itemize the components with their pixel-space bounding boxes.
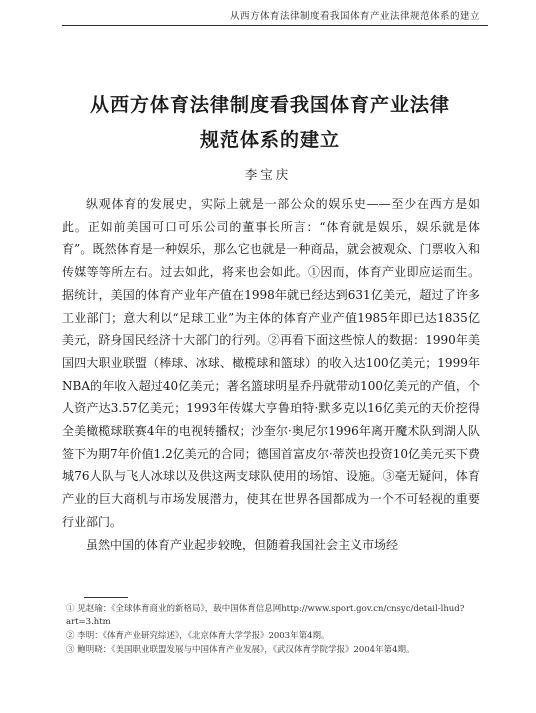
footnote-3: ③ 鲍明晓：《美国职业联盟发展与中国体育产业发展》，《武汉体育学院学报》2004年第4期。 — [66, 645, 415, 655]
title-line-1: 从西方体育法律制度看我国体育产业法律 — [89, 94, 450, 116]
paragraph: 虽然中国的体育产业起步较晚，但随着我国社会主义市场经 — [86, 537, 399, 552]
footnotes — [66, 603, 478, 658]
article-title — [60, 88, 480, 158]
title-line-2: 规范体系的建立 — [199, 129, 340, 151]
article-body — [62, 193, 480, 556]
header-rule — [62, 25, 488, 26]
running-header — [0, 0, 536, 30]
running-header-text: 从西方体育法律制度看我国体育产业法律规范体系的建立 — [229, 11, 480, 22]
footnote-2: ② 李明：《体育产业研究综述》，《北京体育大学学报》2003年第4期。 — [66, 631, 330, 641]
paragraph: 纵观体育的发展史，实际上就是一部公众的娱乐史——至少在西方是如此。正如前美国可口可乐公司的董事长所言：“体育就是娱乐，娱乐就是体育”。既然体育是一种娱乐，那么它也就是一种商品，就会被观众、门票收入和传媒等等所左右。过去如此，将来也会如此。①因而，体育产业即应运而生。据统计，美国的体育产业年产值在1998年就已经达到631亿美元，超过了许多工业部门；意大利以“足球工业”为主体的体育产业产值1985年即已达1835亿美元，跻身国民经济十大部门的行列。②再看下面这些惊人的数据：1990年美国四大职业联盟（棒球、冰球、橄榄球和篮球）的收入达100亿美元；1999年NBA的年收入超过40亿美元；著名篮球明星乔丹就带动100亿美元的产值，个人资产达3.57亿美元；1993年传媒大亨鲁珀特·默多克以16亿美元的天价挖得全美橄榄球联赛4年的电视转播权；沙奎尔·奥尼尔1996年离开魔术队到湖人队签下为期7年价值1.2亿美元的合同；德国首富皮尔·蒂茨也投资10亿美元买下费城76人队与飞人冰球以及供这两支球队使用的场馆、设施。③毫无疑问，体育产业的巨大商机与市场发展潜力，使其在世界各国都成为一个不可轻视的重要行业部门。 — [62, 197, 480, 529]
author-name: 李宝庆 — [244, 167, 292, 182]
footnote-1: ① 见赵瑜：《全球体育商业的新格局》，载中国体育信息网http://www.sport.gov.cn/cnsyc/detail-lhud?art=3.htm — [66, 604, 465, 627]
footnote-rule — [84, 597, 128, 598]
